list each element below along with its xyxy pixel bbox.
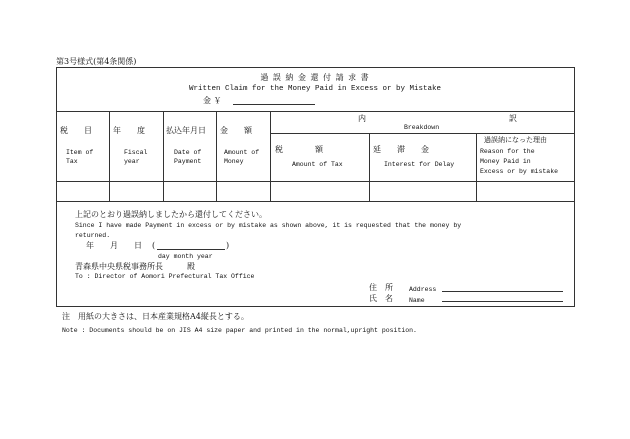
cell-reason[interactable]	[477, 182, 574, 200]
title-en: Written Claim for the Money Paid in Excess or by Mistake	[188, 85, 442, 93]
col-tax-en: Amount of Tax	[292, 161, 343, 168]
address-label-jp: 住 所	[369, 283, 393, 292]
breakdown-en: Breakdown	[404, 124, 440, 131]
col-amount-en2: Money	[224, 158, 244, 165]
name-label-jp: 氏 名	[369, 294, 393, 303]
col-fiscal-en1: Fiscal	[124, 149, 148, 156]
note-en: Note : Documents should be on JIS A4 size paper and printed in the normal,upright position.	[62, 327, 417, 334]
col-fiscal-en2: year	[124, 158, 140, 165]
cell-item-of-tax[interactable]	[57, 182, 108, 200]
breakdown-wake: 訳	[509, 114, 517, 123]
col-date-jp: 払込年月日	[166, 126, 206, 135]
col-reason-jp: 過誤納になった理由	[484, 136, 547, 144]
col-fiscal-jp: 年 度	[113, 126, 145, 135]
addressee-jp: 青森県中央県税事務所長 殿	[75, 262, 195, 271]
name-label-en: Name	[409, 297, 425, 304]
title-jp: 過 誤 納 金 還 付 請 求 書	[260, 73, 370, 82]
breakdown-uchi: 内	[358, 114, 366, 123]
cell-amount-of-money[interactable]	[217, 182, 269, 200]
col-date-en2: Payment	[174, 158, 202, 165]
request-jp: 上記のとおり過誤納しましたから還付してください。	[75, 210, 267, 219]
address-field[interactable]	[442, 291, 563, 292]
date-labels-jp: 年 月 日	[86, 241, 142, 250]
table-top-border	[56, 111, 575, 112]
col-item-en1: Item of	[66, 149, 94, 156]
col-amount-en1: Amount of	[224, 149, 260, 156]
col-item-en2: Tax	[66, 158, 78, 165]
form-number: 第3号様式(第4条関係)	[56, 57, 137, 66]
col-interest-jp: 延 滞 金	[373, 145, 429, 154]
name-field[interactable]	[442, 301, 563, 302]
col-reason-en2: Money Paid in	[480, 158, 531, 165]
date-paren-open: (	[152, 241, 156, 250]
col-amount-jp: 金 額	[220, 126, 252, 135]
cell-fiscal-year[interactable]	[110, 182, 162, 200]
request-en-line2: returned.	[75, 232, 111, 239]
addressee-en: To : Director of Aomori Prefectural Tax Office	[75, 273, 255, 280]
col-date-en1: Date of	[174, 149, 202, 156]
cell-date-of-payment[interactable]	[164, 182, 215, 200]
date-paren-close: )	[226, 241, 230, 250]
table-bottom-border	[56, 201, 575, 202]
col-interest-en: Interest for Delay	[384, 161, 455, 168]
cell-interest-for-delay[interactable]	[370, 182, 475, 200]
note-jp: 注 用紙の大きさは、日本産業規格A4縦長とする。	[62, 312, 249, 321]
col-item-jp: 税 目	[60, 126, 92, 135]
breakdown-divider	[270, 133, 575, 134]
date-en: day month year	[158, 253, 213, 260]
amount-field[interactable]	[233, 104, 315, 105]
date-field[interactable]	[157, 249, 225, 250]
amount-label: 金 ￥	[203, 96, 222, 105]
col-reason-en3: Excess or by mistake	[480, 168, 559, 175]
col-tax-jp: 税 額	[275, 145, 323, 154]
col-reason-en1: Reason for the	[480, 148, 535, 155]
request-en-line1: Since I have made Payment in excess or by mistake as shown above, it is requested that the money by	[75, 222, 462, 229]
address-label-en: Address	[409, 286, 437, 293]
cell-amount-of-tax[interactable]	[271, 182, 368, 200]
